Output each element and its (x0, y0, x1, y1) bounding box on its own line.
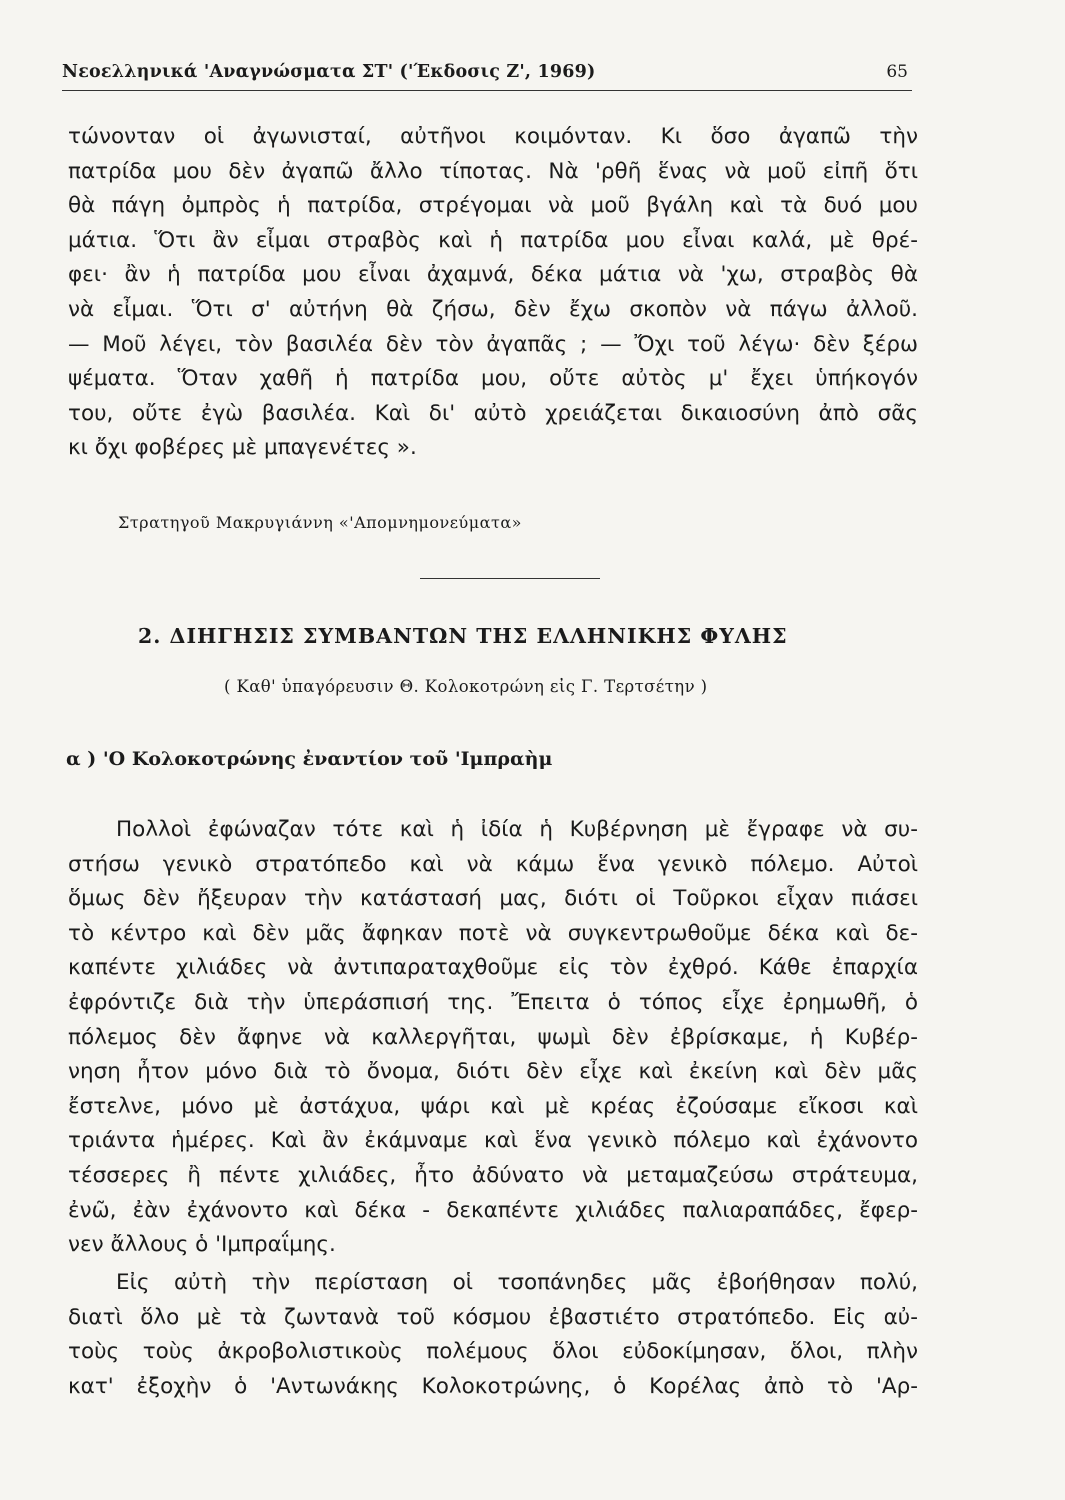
passage-makrygiannis (68, 120, 918, 466)
text-line: ἐνῶ, ἐὰν ἐχάνοντο καὶ δέκα - δεκαπέντε χιλιάδες παλιαραπάδες, ἔφερ- (68, 1197, 918, 1223)
text-line: ἐφρόντιζε διὰ τὴν ὑπεράσπισή της. Ἔπειτα ὁ τόπος εἶχε ἐρημωθῆ, ὁ (68, 989, 918, 1015)
text-line: καπέντε χιλιάδες νὰ ἀντιπαραταχθοῦμε εἰς τὸν ἐχθρό. Κάθε ἐπαρχία (68, 955, 918, 981)
text-line: τὸ κέντρο καὶ δὲν μᾶς ἄφηκαν ποτὲ νὰ συγκεντρωθοῦμε δέκα καὶ δε- (68, 920, 918, 946)
text-line: κι ὄχι φοβέρες μὲ μπαγενέτες ». (68, 435, 417, 461)
text-line: διατὶ ὅλο μὲ τὰ ζωντανὰ τοῦ κόσμου ἐβαστιέτο στρατόπεδο. Εἰς αὐ- (68, 1304, 918, 1330)
text-line: τέσσερες ἢ πέντε χιλιάδες, ἦτο ἀδύνατο νὰ μεταμαζεύσω στράτευμα, (68, 1162, 918, 1188)
text-line: πόλεμος δὲν ἄφηνε νὰ καλλεργῆται, ψωμὶ δὲν ἐβρίσκαμε, ἡ Κυβέρ- (68, 1024, 918, 1050)
text-line: ἔστελνε, μόνο μὲ ἀστάχυα, ψάρι καὶ μὲ κρέας ἐζούσαμε εἴκοσι καὶ (68, 1093, 918, 1119)
text-line: θὰ πάγη ὀμπρὸς ἡ πατρίδα, στρέγομαι νὰ μοῦ βγάλη καὶ τὰ δυό μου (68, 193, 918, 219)
text-line: τώνονταν οἱ ἀγωνισταί, αὐτῆνοι κοιμόνταν. Κι ὅσο ἀγαπῶ τὴν (68, 124, 918, 149)
text-line: — Μοῦ λέγει, τὸν βασιλέα δὲν τὸν ἀγαπᾶς ; — Ὄχι τοῦ λέγω· δὲν ξέρω (68, 331, 918, 357)
section-title: 2. ΔΙΗΓΗΣΙΣ ΣΥΜΒΑΝΤΩΝ ΤΗΣ ΕΛΛΗΝΙΚΗΣ ΦΥΛΗΣ (138, 624, 788, 648)
text-line: Εἰς αὐτὴ τὴν περίσταση οἱ τσοπάνηδες μᾶς ἐβοήθησαν πολύ, (116, 1270, 918, 1295)
source-attribution: Στρατηγοῦ Μακρυγιάννη «'Απομνημονεύματα» (118, 513, 522, 532)
text-line: τοὺς τοὺς ἀκροβολιστικοὺς πολέμους ὅλοι εὐδοκίμησαν, ὅλοι, πλὴν (68, 1339, 918, 1365)
text-line: πατρίδα μου δὲν ἀγαπῶ ἄλλο τίποτας. Νὰ 'ρθῆ ἕνας νὰ μοῦ εἰπῆ ὅτι (68, 158, 918, 184)
page-number: 65 (886, 62, 908, 82)
text-line: ὅμως δὲν ἤξευραν τὴν κατάστασή μας, διότι οἱ Τοῦρκοι εἶχαν πιάσει (68, 886, 918, 912)
text-line: στήσω γενικὸ στρατόπεδο καὶ νὰ κάμω ἕνα γενικὸ πόλεμο. Αὐτοὶ (68, 851, 918, 877)
section-divider (420, 578, 600, 579)
text-line: νὰ εἶμαι. Ὅτι σ' αὐτήνη θὰ ζήσω, δὲν ἔχω σκοπὸν νὰ πάγω ἀλλοῦ. (68, 296, 918, 322)
text-line: κατ' ἐξοχὴν ὁ 'Αντωνάκης Κολοκοτρώνης, ὁ Κορέλας ἀπὸ τὸ 'Αρ- (68, 1373, 918, 1399)
section-subtitle: ( Καθ' ὑπαγόρευσιν Θ. Κολοκοτρώνη εἰς Γ. Τερτσέτην ) (224, 677, 708, 696)
passage-kolokotronis (68, 813, 918, 1263)
text-line: φει· ἂν ἡ πατρίδα μου εἶναι ἀχαμνά, δέκα μάτια νὰ 'χω, στραβὸς θὰ (68, 262, 918, 288)
running-header (62, 60, 912, 91)
text-line: νεν ἄλλους ὁ 'Ιμπραΐμης. (68, 1232, 336, 1258)
passage-continuation (68, 1266, 918, 1404)
book-title: Νεοελληνικά 'Αναγνώσματα ΣΤ' ('Έκδοσις Ζ', 1969) (62, 62, 596, 82)
text-line: ψέματα. Ὅταν χαθῆ ἡ πατρίδα μου, οὔτε αὐτὸς μ' ἔχει ὑπήκογόν (68, 366, 918, 392)
subsection-heading: α ) 'Ο Κολοκοτρώνης ἐναντίον τοῦ 'Ιμπραὴμ (66, 748, 553, 770)
text-line: μάτια. Ὅτι ἂν εἶμαι στραβὸς καὶ ἡ πατρίδα μου εἶναι καλά, μὲ θρέ- (68, 227, 918, 253)
text-line: νηση ἦτον μόνο διὰ τὸ ὄνομα, διότι δὲν εἶχε καὶ ἐκείνη καὶ δὲν μᾶς (68, 1059, 918, 1085)
text-line: του, οὔτε ἐγὼ βασιλέα. Καὶ δι' αὐτὸ χρειάζεται δικαιοσύνη ἀπὸ σᾶς (68, 400, 918, 426)
text-line: Πολλοὶ ἐφώναζαν τότε καὶ ἡ ἰδία ἡ Κυβέρνηση μὲ ἔγραφε νὰ συ- (116, 817, 918, 842)
text-line: τριάντα ἡμέρες. Καὶ ἂν ἐκάμναμε καὶ ἕνα γενικὸ πόλεμο καὶ ἐχάνοντο (68, 1128, 918, 1154)
